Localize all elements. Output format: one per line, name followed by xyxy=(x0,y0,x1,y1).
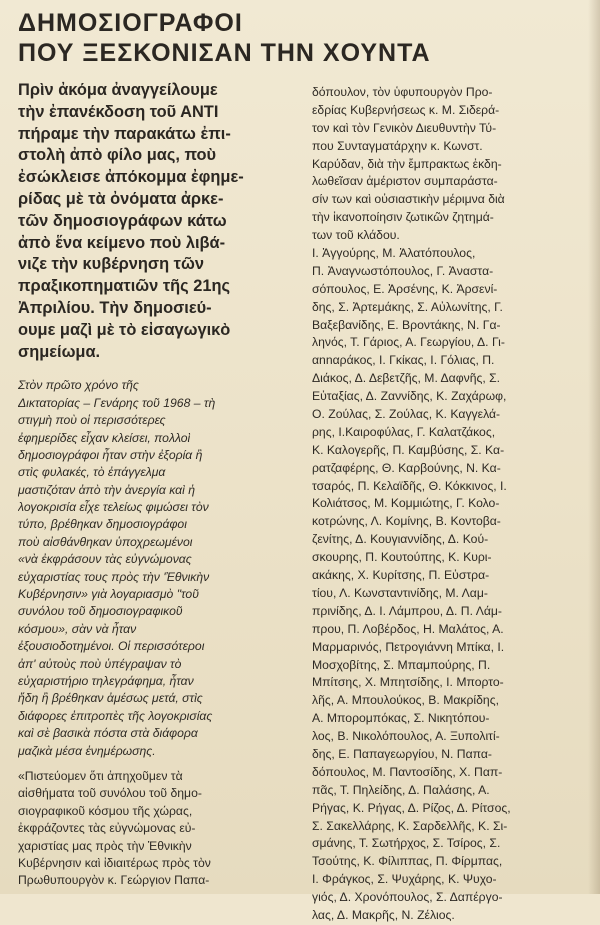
lead-line: ἐσώκλεισε ἀπόκομμα ἐφημε- xyxy=(18,168,244,187)
right-column-line: Εὐταξίας, Δ. Ζαννίδης, Κ. Ζαχάρωφ, xyxy=(312,389,507,404)
quote-paragraph-line: αἰσθήματα τοῦ συνόλου τοῦ δημο- xyxy=(18,786,202,801)
right-column-line: λῆς, Α. Μπουλούκος, Β. Μακρίδης, xyxy=(312,693,499,708)
right-column-line: Π. Ἀναγνωστόπουλος, Γ. Ἀναστα- xyxy=(312,263,494,278)
right-column-line: λος, Β. Νικολόπουλος, Α. Ξυπολιτί- xyxy=(312,729,500,744)
quoted-telegram-paragraph xyxy=(18,768,298,890)
lead-line: ρίδας μὲ τὰ ὀνόματα ἀρκε- xyxy=(18,189,224,208)
italic-paragraph-line: Κυβέρνησιν» γιὰ λογαριασμὸ "τοῦ xyxy=(18,587,199,602)
right-column-line: Διάκος, Δ. Δεβετζῆς, Μ. Δαφνῆς, Σ. xyxy=(312,371,501,386)
italic-paragraph-line: στὶς φυλακές, τὸ ἐπάγγελμα xyxy=(18,465,166,480)
right-column-line: λωθεῖσαν ἀμέριστον συμπαράστα- xyxy=(312,174,498,189)
left-column xyxy=(18,80,298,890)
right-column-line: πρινίδης, Δ. Ι. Λάμπρου, Δ. Π. Λάμ- xyxy=(312,603,502,618)
right-column-line: Μαρμαρινός, Πετρογιάννη Μπίκα, Ι. xyxy=(312,639,505,654)
italic-paragraph-line: μαστιζόταν ἀπὸ τὴν ἀνεργία καὶ ἡ xyxy=(18,482,195,497)
right-column-line: Ι. Ἀγγούρης, Μ. Ἀλατόπουλος, xyxy=(312,246,476,261)
italic-paragraph-line: συνόλου τοῦ δημοσιογραφικοῦ xyxy=(18,604,183,619)
italic-paragraph-line: καὶ σὲ βασικὰ πόστα στὰ διάφορα xyxy=(18,726,198,741)
quote-paragraph-line: χαριστίας μας πρὸς τὴν Ἐθνικὴν xyxy=(18,838,192,853)
right-column-line: ζενίτης, Δ. Κουγιαννίδης, Δ. Κού- xyxy=(312,532,489,547)
right-column-line: δόπουλος, Μ. Παντοσίδης, Χ. Παπ- xyxy=(312,764,503,779)
right-column-line: τσαρός, Π. Κελαϊδῆς, Θ. Κόκκινος, Ι. xyxy=(312,478,507,493)
headline-line-2: ΠΟΥ ΞΕΣΚΟΝΙΣΑΝ ΤΗΝ ΧΟΥΝΤΑ xyxy=(18,39,431,67)
right-column-line: που Συνταγματάρχην κ. Κωνστ. xyxy=(312,138,483,153)
lead-line: ἀπὸ ἕνα κείμενο ποὺ λιβά- xyxy=(18,233,226,252)
lead-paragraph xyxy=(18,80,298,363)
right-column-signatories xyxy=(312,84,586,925)
italic-paragraph-line: Στὸν πρῶτο χρόνο τῆς xyxy=(18,378,139,393)
right-column-line: ακάκης, Χ. Κυρίτσης, Π. Εὐστρα- xyxy=(312,568,490,583)
right-column-line: δης, Ε. Παπαγεωργίου, Ν. Παπα- xyxy=(312,746,492,761)
right-column-line: σίν των καὶ οὐσιαστικὴν μέριμνα διὰ xyxy=(312,192,505,207)
right-column-line: Ι. Φράγκος, Σ. Ψυχάρης, Κ. Ψυχο- xyxy=(312,872,497,887)
right-column-line: εδρίας Κυβερνήσεως κ. Μ. Σιδερά- xyxy=(312,102,500,117)
lead-line: νιζε τὴν κυβέρνηση τῶν xyxy=(18,255,204,274)
italic-paragraph-line: εὐχαριστίας τους πρὸς τὴν 'Ἐθνικὴν xyxy=(18,569,210,584)
page-fold-shadow xyxy=(588,0,600,894)
right-column-line: σμάνης, Τ. Σωτήρχος, Σ. Τσίρος, Σ. xyxy=(312,836,501,851)
lead-line: ουμε μαζὶ μὲ τὸ εἰσαγωγικὸ xyxy=(18,320,231,339)
italic-paragraph-line: τύπο, βρέθηκαν δημοσιογράφοι xyxy=(18,517,187,532)
quote-paragraph-line: σιογραφικοῦ κόσμου τῆς χώρας, xyxy=(18,803,193,818)
italic-paragraph-line: μαζικὰ μέσα ἐνημέρωσης. xyxy=(18,743,156,758)
right-column-line: πᾶς, Τ. Πηλείδης, Δ. Παλάσης, Α. xyxy=(312,782,490,797)
right-column-line: Μπίτσης, Χ. Μπητσίδης, Ι. Μπορτο- xyxy=(312,675,504,690)
italic-paragraph-line: διάφορες ἐπιτροπὲς τῆς λογοκρισίας xyxy=(18,708,213,723)
right-column-line: ρης, Ι.Καιροφύλας, Γ. Καλατζάκος, xyxy=(312,424,496,439)
right-column-line: δόπουλον, τὸν ὑφυπουργὸν Προ- xyxy=(312,85,493,99)
right-column-line: των τοῦ κλάδου. xyxy=(312,228,400,243)
right-column-line: Σ. Σακελλάρης, Κ. Σαρδελλῆς, Κ. Σι- xyxy=(312,818,508,833)
right-column-line: τίου, Λ. Κωνσταντινίδης, Μ. Λαμ- xyxy=(312,585,488,600)
lead-line: Ἀπριλίου. Τὴν δημοσιεύ- xyxy=(18,298,212,317)
right-column-line: Ρήγας, Κ. Ρήγας, Δ. Ρίζος, Δ. Ρίτσος, xyxy=(312,800,511,815)
right-column-line: Ο. Ζούλας, Σ. Ζούλας, Κ. Καγγελά- xyxy=(312,407,501,422)
right-column-line: κοτρώνης, Λ. Κομίνης, Β. Κοντοβα- xyxy=(312,514,501,529)
right-column-line: σόπουλος, Ε. Ἀρσένης, Κ. Ἀρσενί- xyxy=(312,281,498,296)
lead-line: πήραμε τὴν παρακάτω ἐπι- xyxy=(18,124,231,143)
italic-paragraph-line: ἀπ' αὐτοὺς ποὺ ὑπέγραψαν τὸ xyxy=(18,656,182,671)
right-column-line: Α. Μπορομπόκας, Σ. Νικητόπου- xyxy=(312,711,490,726)
right-column-line: Καρύδαν, διὰ τὴν ἔμπρακτως ἐκδη- xyxy=(312,156,502,171)
right-column-line: αnnαράκος, Ι. Γκίκας, Ι. Γόλιας, Π. xyxy=(312,353,495,368)
right-column-line: λας, Δ. Μακρῆς, Ν. Ζέλιος. xyxy=(312,907,455,922)
right-column-line: Κολιάτσος, Μ. Κομμιώτης, Γ. Κολο- xyxy=(312,496,500,511)
right-column-line: γιός, Δ. Χρονόπουλος, Σ. Δαπέργο- xyxy=(312,890,503,905)
italic-paragraph-line: δημοσιογράφοι ἦταν στὴν ἐξορία ἢ xyxy=(18,447,203,462)
italic-paragraph-line: ἐφημερίδες εἶχαν κλείσει, πολλοὶ xyxy=(18,430,191,445)
right-column-line: δης, Σ. Ἀρτεμάκης, Σ. Αὐλωνίτης, Γ. xyxy=(312,299,503,314)
lead-line: στολὴ ἀπὸ φίλο μας, ποὺ xyxy=(18,146,217,165)
italic-paragraph-line: ἤδη ἢ βρέθηκαν ἀμέσως μετά, στὶς xyxy=(18,691,203,706)
headline xyxy=(18,8,588,68)
right-column-line: Τσούτης, Κ. Φίλιππας, Π. Φίρμπας, xyxy=(312,854,503,869)
right-column-line: τον καὶ τὸν Γενικὸν Διευθυντὴν Τύ- xyxy=(312,120,497,135)
italic-paragraph-line: εὐχαριστήριο τηλεγράφημα, ἦταν xyxy=(18,674,194,688)
right-column-line: σκουρης, Π. Κουτούπης, Κ. Κυρι- xyxy=(312,550,492,565)
lead-line: τὴν ἐπανέκδοση τοῦ ΑΝΤΙ xyxy=(18,102,219,121)
italic-paragraph-line: κόσμου», σὰν νὰ ἦταν xyxy=(18,621,137,636)
lead-line: σημείωμα. xyxy=(18,342,101,361)
right-column-line: Μοσχοβίτης, Σ. Μπαμπούρης, Π. xyxy=(312,657,491,672)
right-column-line: ληνός, Τ. Γάριος, Α. Γεωργίου, Δ. Γι- xyxy=(312,335,505,350)
right-column-line: ρατζαφέρης, Θ. Καρβούνης, Ν. Κα- xyxy=(312,460,501,475)
lead-line: Πρὶν ἀκόμα ἀναγγείλουμε xyxy=(18,81,218,99)
italic-intro-paragraph xyxy=(18,377,298,760)
quote-paragraph-line: ἐκφράζοντες τὰς εὐγνώμονας εὐ- xyxy=(18,821,196,836)
right-column-line: τὴν ἱκανοποίησιν ζωτικῶν ζητημά- xyxy=(312,210,494,225)
quote-paragraph-line: Κυβέρνησιν καὶ ἰδιαιτέρως πρὸς τὸν xyxy=(18,855,211,870)
italic-paragraph-line: ἐξουσιοδοτημένοι. Οἱ περισσότεροι xyxy=(18,639,205,654)
quote-paragraph-line: «Πιστεύομεν ὅτι ἀπηχοῦμεν τὰ xyxy=(18,768,183,783)
italic-paragraph-line: «νὰ ἐκφράσουν τὰς εὐγνώμονας xyxy=(18,552,192,567)
headline-line-1: ΔΗΜΟΣΙΟΓΡΑΦΟΙ xyxy=(18,9,243,37)
right-column-line: πρου, Π. Λοβέρδος, Η. Μαλάτος, Α. xyxy=(312,621,504,636)
italic-paragraph-line: ποὺ αἰσθάνθηκαν ὑποχρεωμένοι xyxy=(18,534,193,549)
lead-line: τῶν δημοσιογράφων κάτω xyxy=(18,211,227,230)
italic-paragraph-line: Δικτατορίας – Γενάρης τοῦ 1968 – τὴ xyxy=(18,395,216,410)
right-column-line: Κ. Καλογερῆς, Π. Καμβύσης, Σ. Κα- xyxy=(312,442,505,457)
quote-paragraph-line: Πρωθυπουργὸν κ. Γεώργιον Παπα- xyxy=(18,873,210,888)
lead-line: πραξικοπηματιῶν τῆς 21ης xyxy=(18,277,230,296)
italic-paragraph-line: στιγμὴ ποὺ οἱ περισσότερες xyxy=(18,413,166,428)
right-column-line: Βαξεβανίδης, Ε. Βροντάκης, Ν. Γα- xyxy=(312,317,501,332)
italic-paragraph-line: λογοκρισία εἶχε τελείως φιμώσει τὸν xyxy=(18,500,209,515)
